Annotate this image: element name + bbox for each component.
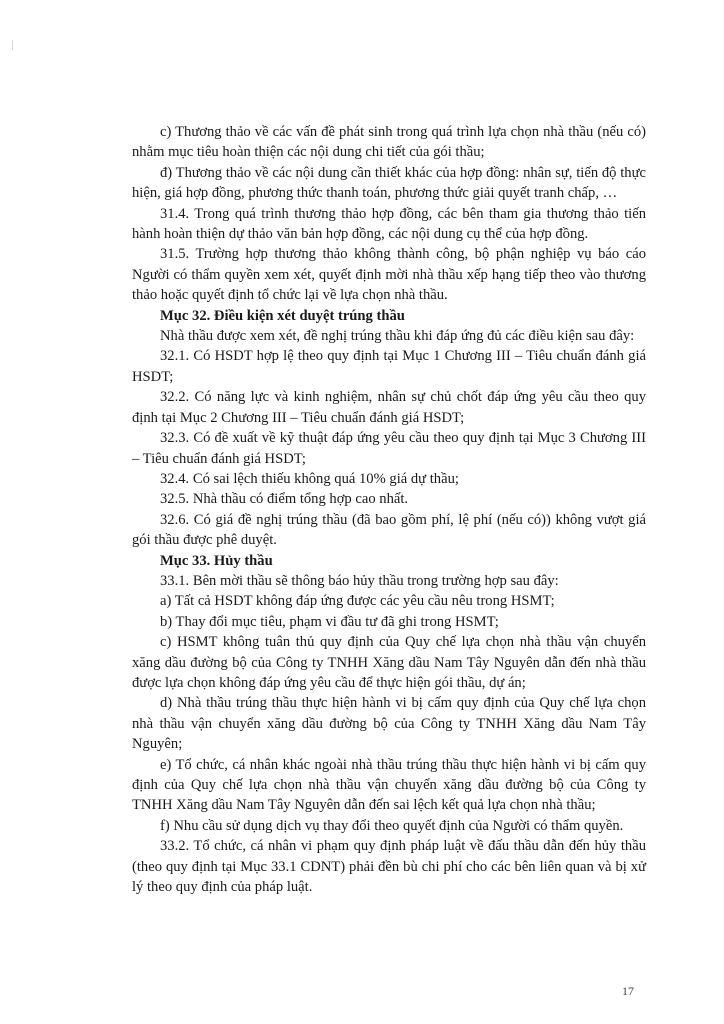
paragraph-32-5: 32.5. Nhà thầu có điểm tổng hợp cao nhất. (160, 491, 409, 508)
paragraph-32-6: 32.6. Có giá đề nghị trúng thầu (đã bao gồm phí, lệ phí (nếu có)) không vượt giá gói thầu được phê duyệt. (132, 511, 646, 549)
paragraph-32-3: 32.3. Có đề xuất về kỹ thuật đáp ứng yêu cầu theo quy định tại Mục 3 Chương III – Tiêu chuẩn đánh giá HSDT; (132, 430, 646, 467)
paragraph-32-1: 32.1. Có HSDT hợp lệ theo quy định tại Mục 1 Chương III – Tiêu chuẩn đánh giá HSDT; (132, 348, 646, 385)
paragraph-33-2: 33.2. Tổ chức, cá nhân vi phạm quy định pháp luật về đấu thầu dẫn đến hủy thầu (theo quy định tại Mục 33.1 CDNT) phải đền bù chi phí cho các bên liên quan và bị xử lý theo quy định của pháp luật. (132, 838, 646, 896)
paragraph-33-1-b: b) Thay đổi mục tiêu, phạm vi đầu tư đã ghi trong HSMT; (160, 613, 499, 630)
section-heading-33: Mục 33. Hủy thầu (160, 552, 273, 569)
paragraph-33-1-e: e) Tổ chức, cá nhân khác ngoài nhà thầu trúng thầu thực hiện hành vi bị cấm quy định của Quy chế lựa chọn nhà thầu vận chuyển xăng dầu đường bộ của Công ty TNHH Xăng dầu Nam Tây Nguyên dẫn đến sai lệch kết quả lựa chọn nhà thầu; (132, 756, 646, 814)
paragraph-33-1-f: f) Nhu cầu sử dụng dịch vụ thay đổi theo quyết định của Người có thẩm quyền. (160, 817, 624, 834)
paragraph-32-4: 32.4. Có sai lệch thiếu không quá 10% giá dự thầu; (160, 470, 459, 487)
document-body (132, 122, 646, 897)
paragraph-31-4: 31.4. Trong quá trình thương thảo hợp đồng, các bên tham gia thương thảo tiến hành hoàn thiện dự thảo văn bản hợp đồng, các nội dung cụ thể của hợp đồng. (132, 205, 646, 243)
page-number: 17 (622, 984, 634, 998)
paragraph-33-1: 33.1. Bên mời thầu sẽ thông báo hủy thầu trong trường hợp sau đây: (160, 572, 559, 589)
paragraph-31-5: 31.5. Trường hợp thương thảo không thành công, bộ phận nghiệp vụ báo cáo Người có thẩm quyền xem xét, quyết định mời nhà thầu xếp hạng tiếp theo vào thương thảo hoặc quyết định tổ chức lại về lựa chọn nhà thầu. (132, 246, 646, 304)
paragraph-dd: đ) Thương thảo về các nội dung cần thiết khác của hợp đồng: nhân sự, tiến độ thực hiện, giá hợp đồng, phương thức thanh toán, phương thức giải quyết tranh chấp, … (132, 164, 646, 202)
section-heading-32: Mục 32. Điều kiện xét duyệt trúng thầu (160, 307, 405, 324)
paragraph-32-intro: Nhà thầu được xem xét, đề nghị trúng thầu khi đáp ứng đủ các điều kiện sau đây: (160, 328, 635, 345)
paragraph-33-1-c: c) HSMT không tuân thủ quy định của Quy chế lựa chọn nhà thầu vận chuyển xăng dầu đường bộ của Công ty TNHH Xăng dầu Nam Tây Nguyên dẫn đến nhà thầu được lựa chọn không đáp ứng yêu cầu để thực hiện gói thầu, dự án; (132, 634, 646, 691)
paragraph-c: c) Thương thảo về các vấn đề phát sinh trong quá trình lựa chọn nhà thầu (nếu có) nhằm mục tiêu hoàn thiện các nội dung chi tiết của gói thầu; (132, 124, 646, 161)
scan-artifact (12, 40, 13, 50)
paragraph-32-2: 32.2. Có năng lực và kinh nghiệm, nhân sự chủ chốt đáp ứng yêu cầu theo quy định tại Mục 2 Chương III – Tiêu chuẩn đánh giá HSDT; (132, 389, 646, 426)
paragraph-33-1-d: d) Nhà thầu trúng thầu thực hiện hành vi bị cấm quy định của Quy chế lựa chọn nhà thầu vận chuyển xăng dầu đường bộ của Công ty TNHH Xăng dầu Nam Tây Nguyên; (132, 695, 646, 753)
paragraph-33-1-a: a) Tất cả HSDT không đáp ứng được các yêu cầu nêu trong HSMT; (160, 593, 555, 610)
